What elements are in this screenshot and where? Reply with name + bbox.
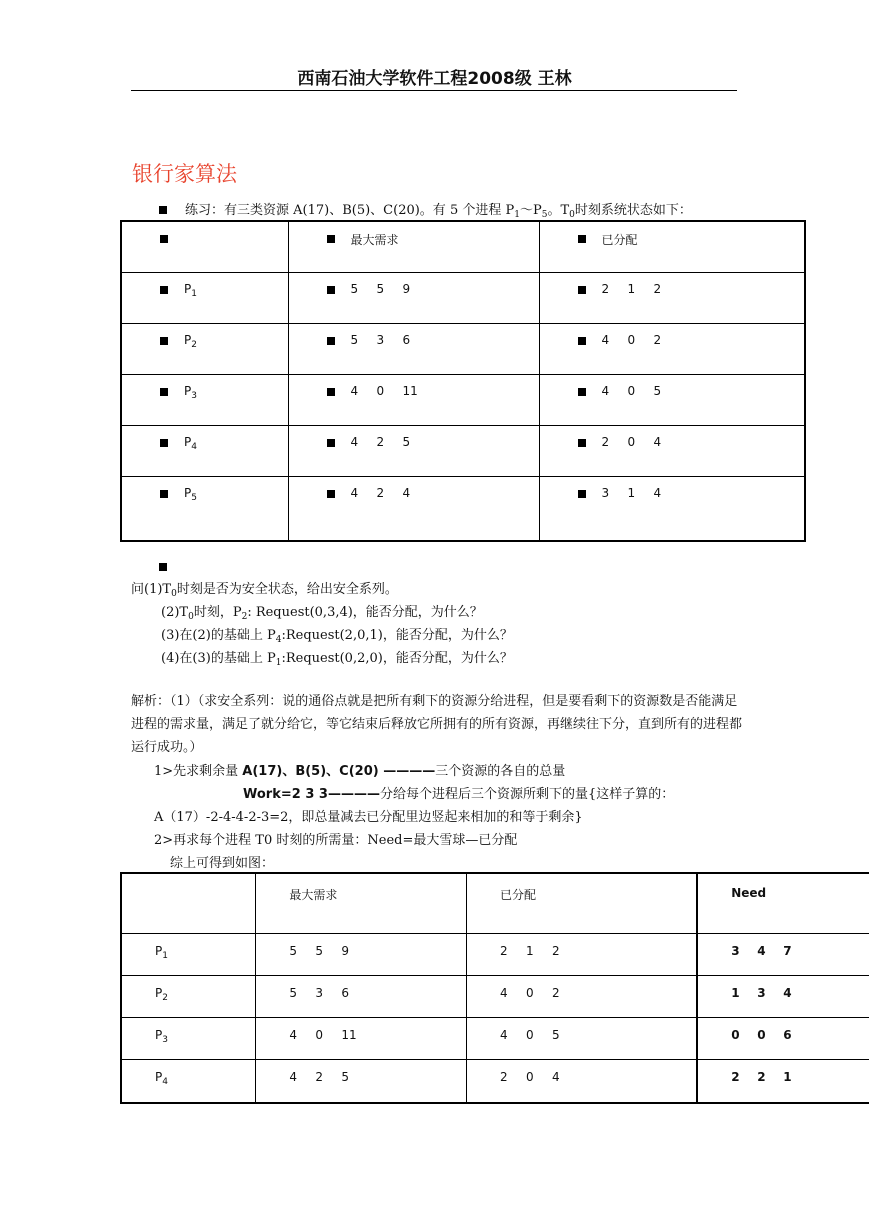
- process-name-cell: $P_1$: [121, 933, 256, 975]
- table-header-cell: 最大需求: [256, 873, 467, 933]
- bullet-square-icon: [160, 337, 168, 345]
- bullet-square-icon: [160, 439, 168, 447]
- question-3: (3)在(2)的基础上 $P_4:Request(2,0,1)$，能否分配，为什么？: [161, 628, 513, 645]
- bullet-square-icon: [327, 490, 335, 498]
- table-row: [121, 476, 805, 541]
- table-row: [121, 933, 869, 975]
- bullet-square-icon: [327, 286, 335, 294]
- bullet-square-icon: [578, 388, 586, 396]
- bullet-square-icon: [327, 439, 335, 447]
- table-row: [121, 1017, 869, 1059]
- allocated-cell: 4 0 2: [467, 975, 698, 1017]
- allocated-cell: 2 1 2: [539, 272, 805, 323]
- step-1: 1>先求剩余量 A(17)、B(5)、C(20) ————三个资源的各自的总量: [154, 764, 566, 779]
- table-row: [121, 374, 805, 425]
- table-header-cell: [121, 873, 256, 933]
- analysis-paragraph: 解析：（1）（求安全系列：说的通俗点就是把所有剩下的资源分给进程，但是要看剩下的资源数是否能满足进程的需求量，满足了就分给它，等它结束后释放它所拥有的所有资源，再继续往下分，直到所有的进程都运行成功。）: [131, 694, 743, 755]
- empty-bullet: [159, 560, 185, 575]
- bullet-square-icon: [160, 235, 168, 243]
- bullet-square-icon: [160, 388, 168, 396]
- bullet-square-icon: [578, 286, 586, 294]
- bullet-square-icon: [578, 439, 586, 447]
- max-demand-cell: 4 2 5: [288, 425, 539, 476]
- calc-line: A（17）-2-4-4-2-3=2，即总量减去已分配里边竖起来相加的和等于剩余}: [154, 810, 583, 825]
- bullet-square-icon: [327, 337, 335, 345]
- bullet-square-icon: [160, 286, 168, 294]
- allocated-cell: 2 1 2: [467, 933, 698, 975]
- table-row: [121, 975, 869, 1017]
- bullet-square-icon: [159, 206, 167, 214]
- max-demand-cell: 5 5 9: [288, 272, 539, 323]
- need-table: [120, 872, 869, 1104]
- step-2: 2>再求每个进程 T0 时刻的所需量：Need=最大雪球—已分配: [154, 833, 518, 848]
- table-header-row: [121, 221, 805, 272]
- process-name-cell: $P_4$: [121, 1059, 256, 1103]
- allocated-cell: 2 0 4: [539, 425, 805, 476]
- table-row: [121, 323, 805, 374]
- max-demand-cell: 4 0 11: [288, 374, 539, 425]
- bullet-square-icon: [159, 563, 167, 571]
- allocated-cell: 2 0 4: [467, 1059, 698, 1103]
- need-cell: 1 3 4: [697, 975, 869, 1017]
- table-row: [121, 272, 805, 323]
- bullet-square-icon: [327, 388, 335, 396]
- process-name-cell: $P_2$: [121, 323, 288, 374]
- allocated-cell: 4 0 5: [467, 1017, 698, 1059]
- process-name-cell: $P_5$: [121, 476, 288, 541]
- table-row: [121, 1059, 869, 1103]
- summary-line: 综上可得到如图：: [170, 856, 275, 871]
- table-header-cell: Need: [697, 873, 869, 933]
- process-name-cell: $P_3$: [121, 1017, 256, 1059]
- bullet-square-icon: [327, 235, 335, 243]
- max-demand-cell: 5 5 9: [256, 933, 467, 975]
- max-demand-cell: 4 2 4: [288, 476, 539, 541]
- table-header-cell: 已分配: [467, 873, 698, 933]
- table-header-cell: 最大需求: [288, 221, 539, 272]
- max-demand-cell: 4 2 5: [256, 1059, 467, 1103]
- max-demand-cell: 5 3 6: [288, 323, 539, 374]
- process-name-cell: $P_2$: [121, 975, 256, 1017]
- page-header-title: 西南石油大学软件工程2008级 王林: [297, 69, 572, 89]
- max-demand-cell: 4 0 11: [256, 1017, 467, 1059]
- allocated-cell: 4 0 5: [539, 374, 805, 425]
- document-title: 银行家算法: [132, 162, 237, 186]
- allocated-cell: 3 1 4: [539, 476, 805, 541]
- question-2: $(2)T_0$时刻，$P_2$: Request(0,3,4)，能否分配，为什么？: [161, 605, 483, 622]
- exercise-statement: 练习：有三类资源 A(17)、B(5)、C(20)。有 5 个进程 $P_1\sim P_5$。$T_0$时刻系统状态如下：: [159, 199, 692, 218]
- process-state-table: [120, 220, 806, 542]
- bullet-square-icon: [160, 490, 168, 498]
- table-header-cell: 已分配: [539, 221, 805, 272]
- need-cell: 3 4 7: [697, 933, 869, 975]
- process-name-cell: $P_4$: [121, 425, 288, 476]
- bullet-square-icon: [578, 235, 586, 243]
- table-row: [121, 425, 805, 476]
- table-header-cell: [121, 221, 288, 272]
- need-cell: 2 2 1: [697, 1059, 869, 1103]
- process-name-cell: $P_1$: [121, 272, 288, 323]
- table-header-row: [121, 873, 869, 933]
- need-cell: 0 0 6: [697, 1017, 869, 1059]
- max-demand-cell: 5 3 6: [256, 975, 467, 1017]
- question-4: (4)在(3)的基础上 $P_1:Request(0,2,0)$，能否分配，为什么？: [161, 651, 513, 668]
- header-divider: [131, 90, 737, 91]
- work-line: Work=2 3 3————分给每个进程后三个资源所剩下的量{这样子算的：: [243, 787, 675, 802]
- process-name-cell: $P_3$: [121, 374, 288, 425]
- bullet-square-icon: [578, 337, 586, 345]
- question-1: 问$(1)T_0$时刻是否为安全状态，给出安全系列。: [131, 582, 398, 599]
- allocated-cell: 4 0 2: [539, 323, 805, 374]
- bullet-square-icon: [578, 490, 586, 498]
